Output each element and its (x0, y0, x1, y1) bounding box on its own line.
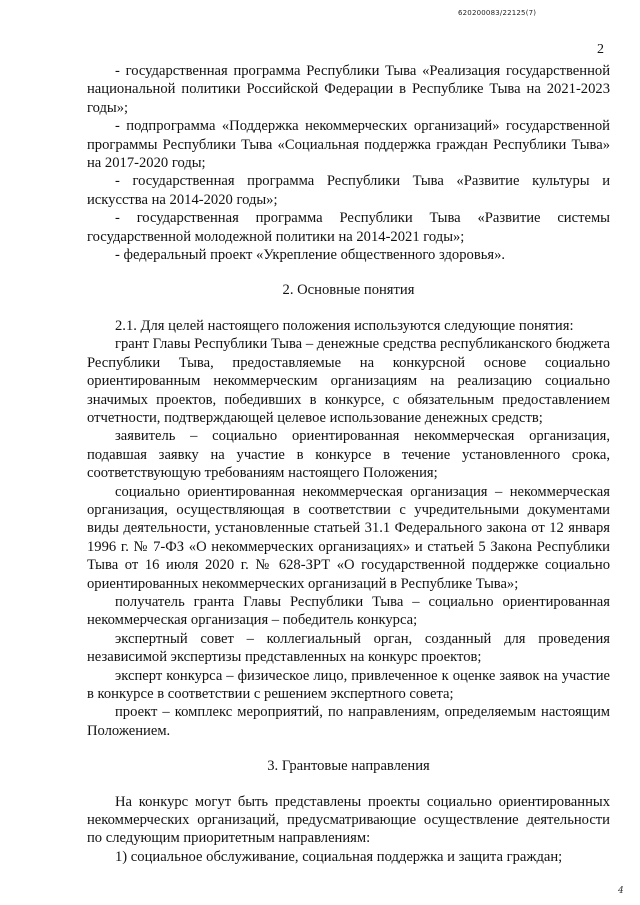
section-heading: 3. Грантовые направления (267, 758, 430, 775)
spacer (87, 264, 610, 281)
section-heading: 2. Основные понятия (282, 282, 415, 299)
paragraph: На конкурс могут быть представлены проекты социально ориентированных некоммерческих организаций, предусматривающие осуществление деятельности по следующим приоритетным направлениям: (87, 793, 610, 847)
paragraph: 2.1. Для целей настоящего положения используются следующие понятия: (115, 317, 574, 334)
list-item: - государственная программа Республики Тыва «Развитие системы государственной молодежной политики на 2014-2021 годы»; (87, 210, 610, 245)
list-item: - государственная программа Республики Тыва «Реализация государственной национальной политики Российской Федерации в Республике Тыва на 2021-2023 годы»; (87, 63, 610, 116)
list-item: - подпрограмма «Поддержка некоммерческих организаций» государственной программы Республики Тыва «Социальная поддержка граждан Республики Тыва» на 2017-2020 годы; (87, 118, 610, 172)
spacer (87, 740, 610, 757)
document-body (87, 62, 610, 866)
handwritten-mark: 4 (618, 886, 624, 896)
paragraph: социально ориентированная некоммерческая организация – некоммерческая организация, осуществляющая в соответствии с учредительными документами виды деятельности, установленные статьей 31.1 Федерального закона от 12 января 1996 г. № 7-ФЗ «О некоммерческих организациях» и статьей 5 Закона Республики Тыва от 16 июля 2020 г. № 628-ЗРТ «О государственной поддержке социально ориентированных некоммерческих организаций в Республике Тыва»; (87, 483, 610, 592)
paragraph: проект – комплекс мероприятий, по направлениям, определяемым настоящим Положением. (87, 704, 610, 739)
paragraph: получатель гранта Главы Республики Тыва – социально ориентированная некоммерческая организация – победитель конкурса; (87, 593, 610, 629)
spacer (87, 300, 610, 317)
paragraph: грант Главы Республики Тыва – денежные средства республиканского бюджета Республики Тыва, предоставляемые на конкурсной основе социально ориентированным некоммерческим организациям на реализацию социально значимых проектов, победивших в конкурсе, с обязательным предоставлением отчетности, подтверждающей целевое использование денежных средств; (87, 336, 610, 426)
spacer (87, 776, 610, 793)
paragraph: 1) социальное обслуживание, социальная поддержка и защита граждан; (115, 848, 563, 865)
list-item: - государственная программа Республики Тыва «Развитие культуры и искусства на 2014-2020 годы»; (87, 173, 610, 208)
list-item: - федеральный проект «Укрепление общественного здоровья». (115, 247, 506, 264)
paragraph: эксперт конкурса – физическое лицо, привлеченное к оценке заявок на участие в конкурсе в соответствии с решением экспертного совета; (87, 667, 610, 702)
page-number: 2 (597, 42, 604, 57)
document-id: 620200083/22125(7) (458, 9, 537, 17)
paragraph: заявитель – социально ориентированная некоммерческая организация, подавшая заявку на участие в конкурсе в течение установленного срока, соответствующую требованиям настоящего Положения; (87, 428, 610, 482)
paragraph: экспертный совет – коллегиальный орган, созданный для проведения независимой экспертизы представленных на конкурс проектов; (87, 630, 610, 666)
